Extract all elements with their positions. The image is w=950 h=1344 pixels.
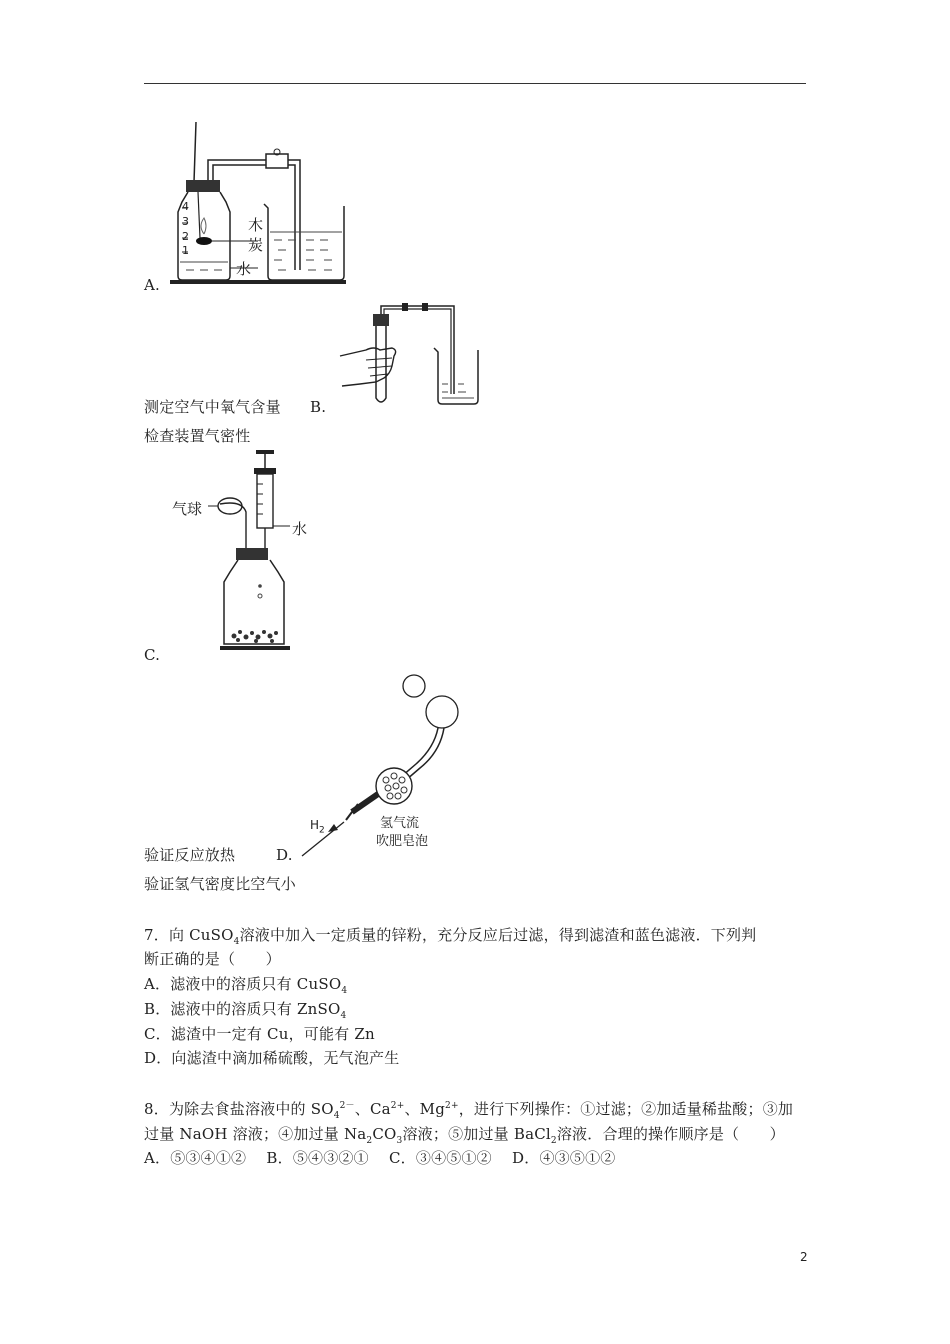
q7-option-d: D．向滤渣中滴加稀硫酸，无气泡产生	[144, 1049, 400, 1067]
q7-option-a-sub: 4	[341, 986, 348, 996]
q8-l2b-sub: 3	[396, 1136, 403, 1146]
q8-stem-line2	[144, 1124, 785, 1144]
q8-p3: 、Mg	[404, 1100, 446, 1118]
q7-stem-line2: 断正确的是（ ）	[144, 950, 281, 968]
option-d-letter: D.	[276, 846, 293, 864]
q8-p2-sup: 2+	[390, 1101, 405, 1111]
q8-p4: ，进行下列操作：①过滤；②加适量稀盐酸；③加	[458, 1100, 794, 1118]
scale-mark-1: 1	[182, 244, 189, 257]
q8-p1-sub: 4	[333, 1111, 340, 1121]
option-a-letter: A.	[144, 276, 161, 294]
figure-c-apparatus	[168, 448, 328, 652]
q8-options: A．⑤③④①② B．⑤④③②① C．③④⑤①② D．④③⑤①②	[144, 1149, 616, 1167]
header-rule	[144, 83, 806, 84]
q8-l2a-sub: 2	[366, 1136, 373, 1146]
scale-mark-2: 2	[182, 230, 189, 243]
option-d-caption: 验证氢气密度比空气小	[144, 875, 297, 893]
page-number: 2	[800, 1250, 808, 1264]
q7-stem-line1	[144, 925, 756, 945]
q7-stem-1b: 溶液中加入一定质量的锌粉，充分反应后过滤，得到滤渣和蓝色滤液．下列判	[239, 926, 757, 944]
h2-symbol: H	[310, 818, 320, 832]
figure-a-apparatus	[168, 120, 353, 288]
figure-b-apparatus	[336, 300, 486, 408]
q7-option-a-text: A．滤液中的溶质只有 CuSO	[144, 975, 342, 993]
option-a-caption: 测定空气中氧气含量	[144, 398, 281, 416]
q8-stem-line1	[144, 1099, 793, 1119]
q8-l2c-sub: 2	[550, 1136, 557, 1146]
label-balloon: 气球	[172, 500, 203, 518]
scale-mark-4: 4	[182, 200, 189, 213]
q8-l2b: CO	[372, 1125, 397, 1143]
option-b-letter: B.	[310, 398, 327, 416]
scale-mark-3: 3	[182, 215, 189, 228]
label-blow-bubbles: 吹肥皂泡	[376, 834, 429, 849]
option-c-caption: 验证反应放热	[144, 846, 236, 864]
option-b-caption: 检查装置气密性	[144, 427, 251, 445]
label-water-c: 水	[292, 520, 308, 538]
h2-subscript: 2	[319, 825, 325, 836]
label-hydrogen-flow: 氢气流	[380, 816, 420, 831]
option-c-letter: C.	[144, 646, 161, 664]
q8-l2a: 过量 NaOH 溶液；④加过量 Na	[144, 1125, 367, 1143]
q8-p1-sup: 2－	[339, 1101, 355, 1111]
q7-option-b-sub: 4	[340, 1011, 347, 1021]
q7-option-c: C．滤渣中一定有 Cu，可能有 Zn	[144, 1025, 375, 1043]
label-h2	[310, 818, 325, 836]
q7-stem-1a: 7．向 CuSO	[144, 926, 234, 944]
q8-p3-sup: 2+	[445, 1101, 459, 1111]
figure-d-apparatus	[298, 672, 468, 862]
q7-option-b	[144, 999, 346, 1019]
q8-p1: 8．为除去食盐溶液中的 SO	[144, 1100, 334, 1118]
q8-l2d: 溶液．合理的操作顺序是（ ）	[556, 1125, 785, 1143]
q8-p2: 、Ca	[354, 1100, 391, 1118]
q8-l2c: 溶液；⑤加过量 BaCl	[402, 1125, 551, 1143]
q7-stem-sub: 4	[233, 937, 240, 947]
q7-option-b-text: B．滤液中的溶质只有 ZnSO	[144, 1000, 341, 1018]
label-charcoal-2: 炭	[248, 236, 264, 254]
label-water: 水	[236, 260, 252, 278]
label-charcoal-1: 木	[248, 216, 264, 234]
q7-option-a	[144, 974, 347, 994]
